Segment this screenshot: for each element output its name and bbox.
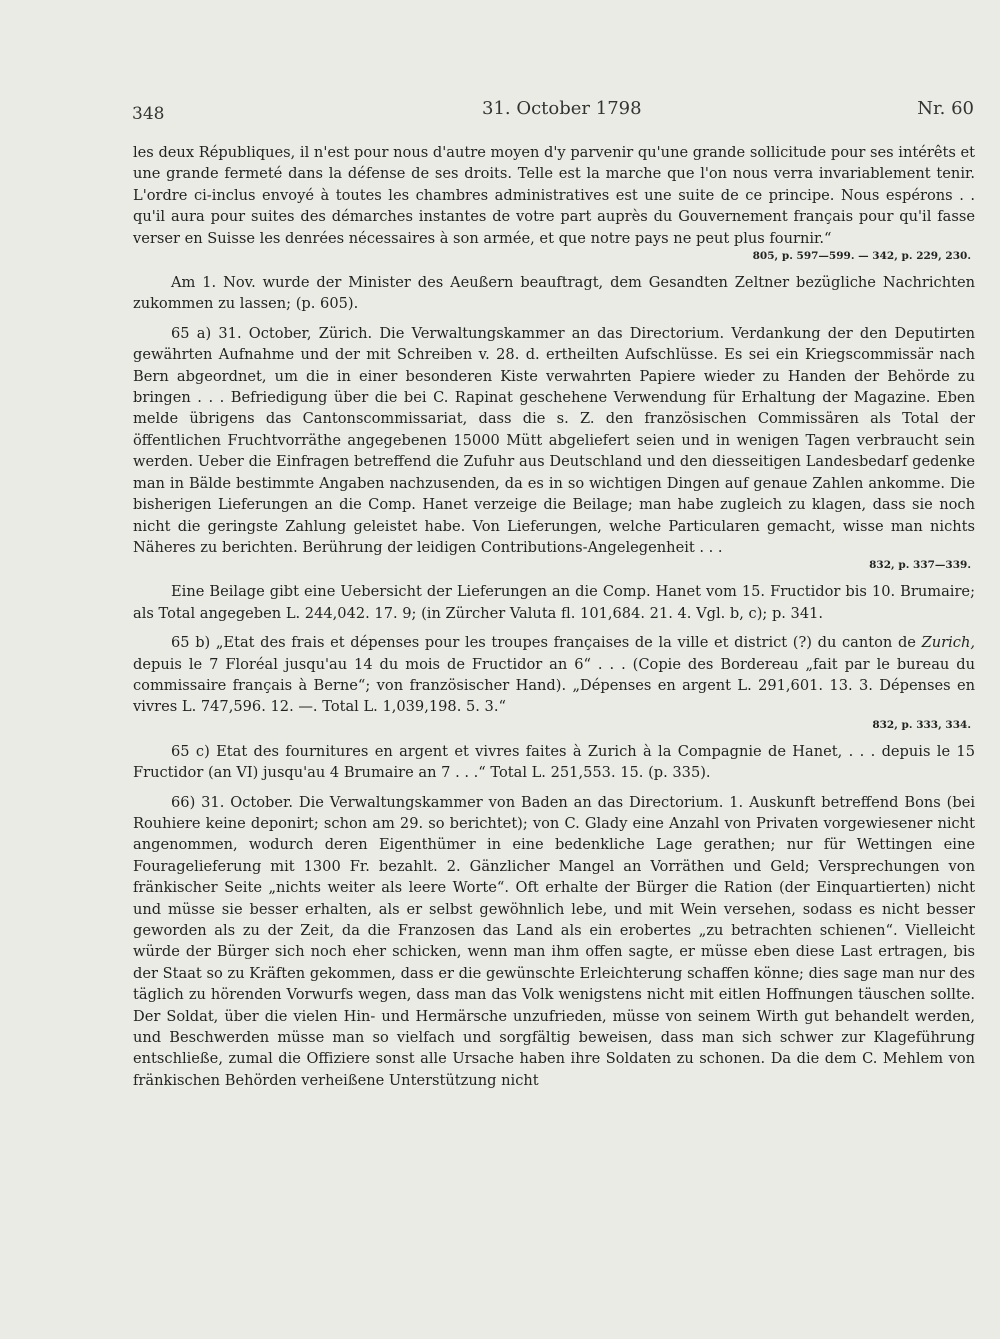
paragraph-65a: 65 a) 31. October, Zürich. Die Verwaltungskammer an das Directorium. Verdankung der den Deputirten gewährten Aufnahme und der mit Schreiben v. 28. d. ertheilten Aufschlüsse. Es sei ein Kriegscommissär nach Bern abgeordnet, um die in einer besonderen Kiste verwahrten Papiere wieder zu Handen der Behörde zu bringen . . . Befriedigung über die bei C. Rapinat geschehene Verwendung für Erhaltung der Magazine. Eben melde übrigens das Cantonscommissariat, dass die s. Z. den französischen Commissären als Total der öffentlichen Fruchtvorräthe angegebenen 15000 Mütt abgeliefert seien und in wenigen Tagen verbraucht sein werden. Ueber die Einfragen betreffend die Zufuhr aus Deutschland und den diesseitigen Landesbedarf gedenke man in Bälde bestimmte Angaben nachzusenden, da es in so wichtigen Dingen auf genaue Zahlen ankomme. Die bisherigen Lieferungen an die Comp. Hanet verzeige die Beilage; man habe zugleich zu klagen, dass sie noch nicht die geringste Zahlung geleistet habe. Von Lieferungen, welche Particularen gemacht, wisse man nichts Näheres zu berichten. Berührung der leidigen Contributions-Angelegenheit . . . (133, 324, 975, 556)
paragraph-beilage: Eine Beilage gibt eine Uebersicht der Lieferungen an die Comp. Hanet vom 15. Fructidor bis 10. Brumaire; als Total angegeben L. 244,042. 17. 9; (in Zürcher Valuta fl. 101,684. 21. 4. Vgl. b, c); p. 341. (133, 583, 975, 622)
archive-reference: 832, p. 337—339. (869, 559, 971, 572)
page-header (132, 96, 974, 126)
header-date: 31. October 1798 (482, 98, 642, 119)
spacer (133, 315, 975, 323)
paragraph-65b (133, 632, 975, 718)
paragraph-continuation: les deux Républiques, il n'est pour nous d'autre moyen d'y parvenir qu'une grande sollicitude pour ses intérêts et une grande fermeté dans la défense de ses droits. Telle est la marche que l'on nous verra invariablement tenir. L'ordre ci-inclus envoyé à toutes les chambres administratives est une suite de ce principe. Nous espérons . . qu'il aura pour suites des démarches instantes de votre part auprès du Gouvernement français pour qu'il fasse verser en Suisse les denrées nécessaires à son armée, et que notre pays ne peut plus fournir.“ (133, 144, 975, 247)
archive-reference: 832, p. 333, 334. (872, 718, 971, 731)
archive-reference: 805, p. 597—599. — 342, p. 229, 230. (752, 250, 971, 263)
spacer (133, 784, 975, 792)
document-number: Nr. 60 (917, 98, 974, 119)
paragraph-nov-note: Am 1. Nov. wurde der Minister des Aeußern beauftragt, dem Gesandten Zeltner bezügliche Nachrichten zukommen zu lassen; (p. 605). (133, 274, 975, 313)
page-number: 348 (132, 104, 165, 124)
spacer (133, 624, 975, 632)
paragraph-65b-end: depuis le 7 Floréal jusqu'au 14 du mois de Fructidor an 6“ . . . (Copie des Bordereau „fait par le bureau du commissaire français à Berne“; von französischer Hand). „Dépenses en argent L. 291,601. 13. 3. Dépenses en vivres L. 747,596. 12. —. Total L. 1,039,198. 5. 3.“ (133, 655, 975, 716)
place-name-italic: Zurich, (921, 634, 975, 652)
body-text (133, 142, 975, 1091)
paragraph-65c: 65 c) Etat des fournitures en argent et vivres faites à Zurich à la Compagnie de Hanet, . . . depuis le 15 Fructidor (an VI) jusqu'au 4 Brumaire an 7 . . .“ Total L. 251,553. 15. (p. 335). (133, 742, 975, 782)
paragraph-65b-start: 65 b) „Etat des frais et dépenses pour les troupes françaises de la ville et district (?) du canton de (171, 634, 922, 652)
paragraph-66: 66) 31. October. Die Verwaltungskammer von Baden an das Directorium. 1. Auskunft betreffend Bons (bei Rouhiere keine deponirt; schon am 29. so berichtet); von C. Glady eine Anzahl von Privaten vorgewiesener nicht angenommen, wodurch deren Eigenthümer in eine bedenkliche Lage gerathen; nur für Wettingen eine Fouragelieferung mit 1300 Fr. bezahlt. 2. Gänzlicher Mangel an Vorräthen und Geld; Versprechungen von fränkischer Seite „nichts weiter als leere Worte“. Oft erhalte der Bürger die Ration (der Einquartierten) nicht und müsse sie besser erhalten, als er selbst gewöhnlich lebe, und mit Wein versehen, sodass es nicht besser geworden als zu der Zeit, da die Franzosen das Land als ein erobertes „zu betrachten schienen“. Vielleicht würde der Bürger sich noch eher schicken, wenn man ihm offen sagte, er müsse eben diese Last ertragen, bis der Staat so zu Kräften gekommen, dass er die gewünschte Erleichterung schaffen könne; dies sage man nur des täglich zu hörenden Vorwurfs wegen, dass man das Volk wenigstens nicht mit eitlen Hoffnungen täuschen sollte. Der Soldat, über die vielen Hin- und Hermärsche unzufrieden, müsse von seinem Wirth gut behandelt werden, und Beschwerden müsse man so vielfach und sorgfältig beweisen, dass man sich schwer zur Klageführung entschließe, zumal die Offiziere sonst alle Ursache haben ihre Soldaten zu schonen. Da die dem C. Mehlem von fränkischen Behörden verheißene Unterstützung nicht (133, 793, 975, 1089)
